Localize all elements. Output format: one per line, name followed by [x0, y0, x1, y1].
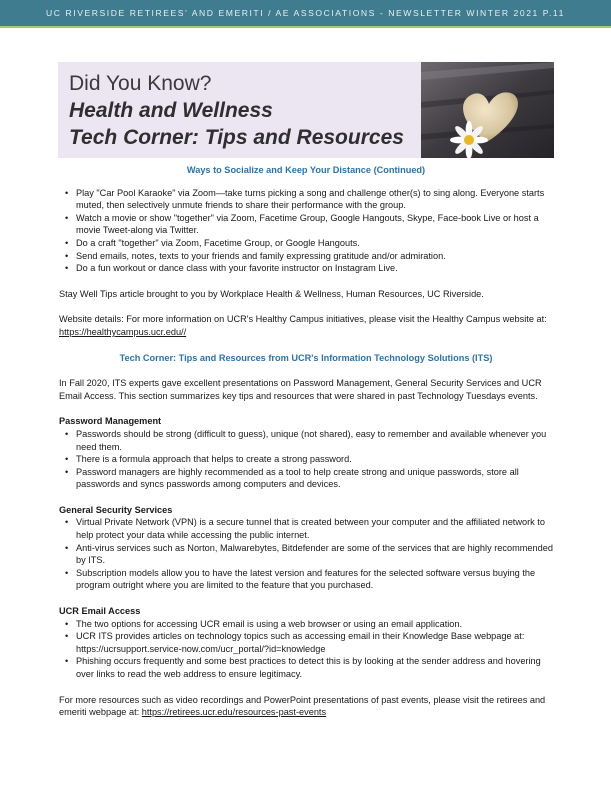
- email-list: [59, 618, 553, 681]
- banner-text: UC RIVERSIDE RETIREES' AND EMERITI / AE ASSOCIATIONS - NEWSLETTER WINTER 2021 P.11: [46, 8, 565, 18]
- socialize-section-title: Ways to Socialize and Keep Your Distance (Continued): [186, 165, 426, 175]
- list-item: • Send emails, notes, texts to your friends and family expressing gratitude and/or admiration.: [76, 250, 553, 263]
- hero-title-tech: Tech Corner: Tips and Resources: [69, 126, 404, 149]
- hero-box: [58, 62, 554, 158]
- healthy-campus-link[interactable]: https://healthycampus.ucr.edu//: [59, 326, 187, 337]
- list-item: • Do a craft "together" via Zoom, Facetime Group, or Google Hangouts.: [76, 237, 553, 250]
- website-text: Website details: For more information on UCR's Healthy Campus initiatives, please visit the Healthy Campus website at:: [59, 314, 547, 325]
- password-list: [59, 428, 553, 491]
- list-item: • Do a fun workout or dance class with your favorite instructor on Instagram Live.: [76, 262, 553, 275]
- security-heading: General Security Services: [59, 504, 173, 515]
- hero-title-health: Health and Wellness: [69, 99, 273, 122]
- list-item: • Subscription models allow you to have the latest version and features for the selected software versus buying the program outright where you are limited to the feature that you purchased.: [76, 567, 553, 592]
- email-heading: UCR Email Access: [59, 606, 141, 617]
- credit-paragraph: Stay Well Tips article brought to you by Workplace Health & Wellness, Human Resources, UC Riverside.: [59, 288, 484, 299]
- heart-stone-image: [421, 62, 554, 158]
- newsletter-banner: [0, 0, 611, 28]
- security-list: [59, 516, 553, 592]
- website-paragraph: [59, 313, 553, 338]
- heart-stone-daisy-photo: [421, 62, 554, 158]
- list-item: • Virtual Private Network (VPN) is a secure tunnel that is created between your computer and the affiliated network to help protect your data while accessing the public internet.: [76, 516, 553, 541]
- article-body: [59, 164, 553, 719]
- tech-section-title: Tech Corner: Tips and Resources from UCR's Information Technology Solutions (ITS): [119, 352, 493, 363]
- tech-intro-paragraph: In Fall 2020, ITS experts gave excellent presentations on Password Management, General Security Services and UCR Email Access. This section summarizes key tips and resources that were shared in past Technology Tuesdays events.: [59, 378, 542, 401]
- list-item: • Password managers are highly recommended as a tool to help create strong and unique passwords, store all passwords and syncs passwords among computers and devices.: [76, 466, 553, 491]
- list-item: • Passwords should be strong (difficult to guess), unique (not shared), easy to remember and available whenever you need them.: [76, 428, 553, 453]
- list-item: • Phishing occurs frequently and some best practices to detect this is by looking at the sender address and hovering over links to read the web address to ensure legitimacy.: [76, 655, 553, 680]
- list-item: • Watch a movie or show "together" via Zoom, Facetime Group, Google Hangouts, Skype, Face-book Live or host a movie Tweet-along via Twitter.: [76, 212, 553, 237]
- hero-title-block: [69, 70, 404, 151]
- socialize-list: [59, 187, 553, 275]
- list-item: • UCR ITS provides articles on technology topics such as accessing email in their Knowledge Base webpage at: https://ucrsupport.service-now.com/ucr_portal/?id=knowledge: [76, 630, 553, 655]
- list-item: • The two options for accessing UCR email is using a web browser or using an email application.: [76, 618, 553, 631]
- password-heading: Password Management: [59, 416, 162, 427]
- list-item: • Play "Car Pool Karaoke" via Zoom—take turns picking a song and challenge other(s) to sing along. Everyone starts muted, then selectively unmute friends to share their performance with the group.: [76, 187, 553, 212]
- past-events-link[interactable]: https://retirees.ucr.edu/resources-past-events: [141, 707, 327, 718]
- resources-paragraph: [59, 694, 553, 719]
- list-item: • There is a formula approach that helps to create a strong password.: [76, 453, 553, 466]
- resources-text: For more resources such as video recordings and PowerPoint presentations of past events, please visit the retirees and emeriti webpage at:: [59, 694, 546, 718]
- list-item: • Anti-virus services such as Norton, Malwarebytes, Bitdefender are some of the services that are highly recommended by ITS.: [76, 542, 553, 567]
- hero-title-did-you-know: Did You Know?: [69, 72, 212, 95]
